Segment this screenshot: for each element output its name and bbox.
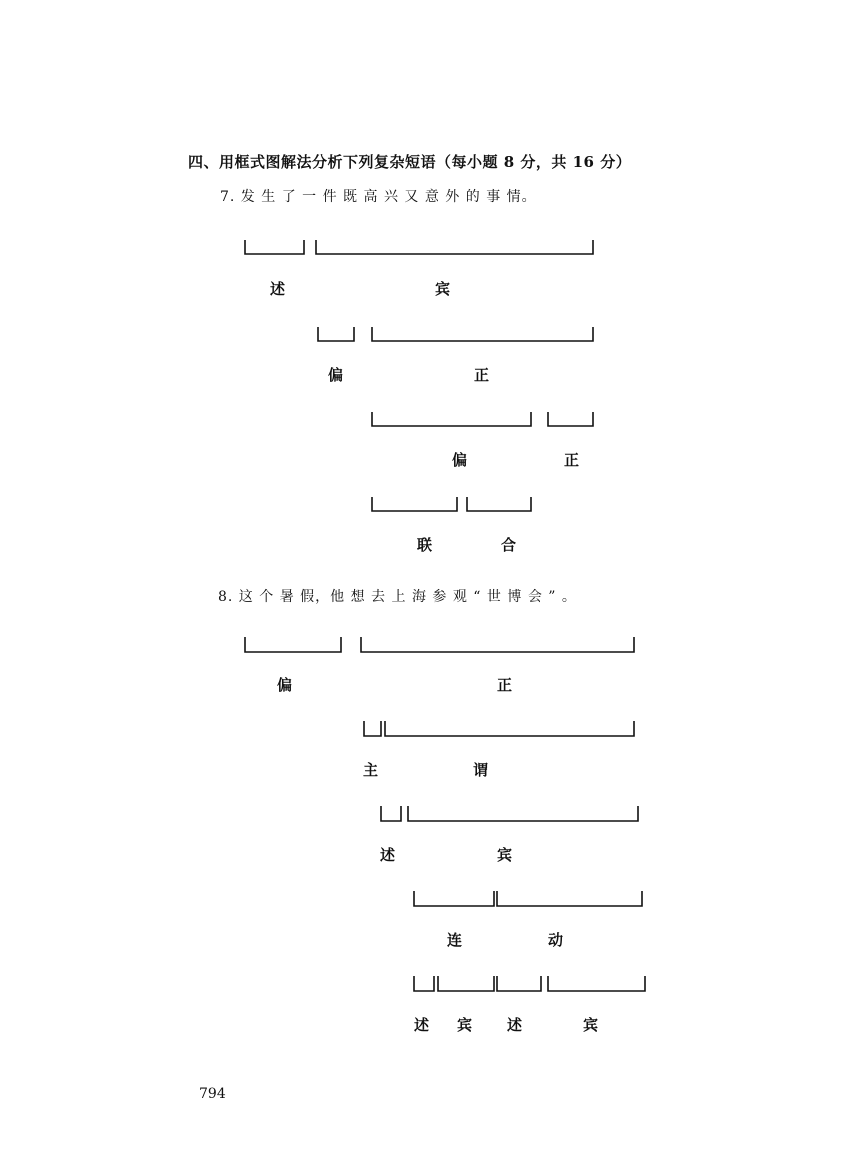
q8-label-dong: 动 <box>548 931 564 949</box>
q7-label-pian-2: 偏 <box>452 451 468 469</box>
q7-bracket-shu <box>245 240 304 254</box>
q7-bracket-lian <box>372 497 457 511</box>
q8-bracket-bin-a <box>438 976 494 991</box>
q8-bracket-wei <box>385 721 634 736</box>
q8-bracket-lian <box>414 891 494 906</box>
q8-label-bin: 宾 <box>497 846 513 864</box>
q8-bracket-shu <box>381 806 401 821</box>
q7-label-shu: 述 <box>270 280 286 298</box>
q8-bracket-pian <box>245 637 341 652</box>
q8-label-shu-b: 述 <box>507 1016 523 1034</box>
q8-bracket-bin <box>408 806 638 821</box>
q7-label-bin: 宾 <box>435 280 451 298</box>
q8-bracket-zheng <box>361 637 634 652</box>
question-7-sentence: 7. 发 生 了 一 件 既 高 兴 又 意 外 的 事 情。 <box>220 189 537 205</box>
q8-label-zheng: 正 <box>497 676 513 694</box>
section-heading: 四、用框式图解法分析下列复杂短语（每小题 8 分，共 16 分） <box>188 153 632 171</box>
q8-bracket-shu-a <box>414 976 434 991</box>
q8-label-pian: 偏 <box>277 676 293 694</box>
q7-bracket-zheng-1 <box>372 327 593 341</box>
q7-bracket-bin <box>316 240 593 254</box>
q8-label-shu-a: 述 <box>414 1016 430 1034</box>
q8-label-lian: 连 <box>447 931 463 949</box>
q8-bracket-dong <box>497 891 642 906</box>
q7-bracket-he <box>467 497 531 511</box>
q7-label-lian: 联 <box>417 536 433 554</box>
q7-bracket-zheng-2 <box>548 412 593 426</box>
q7-label-pian-1: 偏 <box>328 366 344 384</box>
q8-label-bin-a: 宾 <box>457 1016 473 1034</box>
q8-bracket-bin-b <box>548 976 645 991</box>
q8-label-zhu: 主 <box>363 761 379 779</box>
q8-label-wei: 谓 <box>473 761 489 779</box>
q7-label-zheng-2: 正 <box>564 451 580 469</box>
q7-label-he: 合 <box>501 536 517 554</box>
question-8-sentence: 8. 这 个 暑 假，他 想 去 上 海 参 观 “ 世 博 会 ” 。 <box>218 589 577 605</box>
page-number: 794 <box>199 1086 226 1102</box>
q7-bracket-pian-2 <box>372 412 531 426</box>
q8-label-shu: 述 <box>380 846 396 864</box>
q7-label-zheng-1: 正 <box>474 366 490 384</box>
q7-bracket-pian-1 <box>318 327 354 341</box>
q8-bracket-shu-b <box>497 976 541 991</box>
q8-label-bin-b: 宾 <box>583 1016 599 1034</box>
q8-bracket-zhu <box>364 721 381 736</box>
